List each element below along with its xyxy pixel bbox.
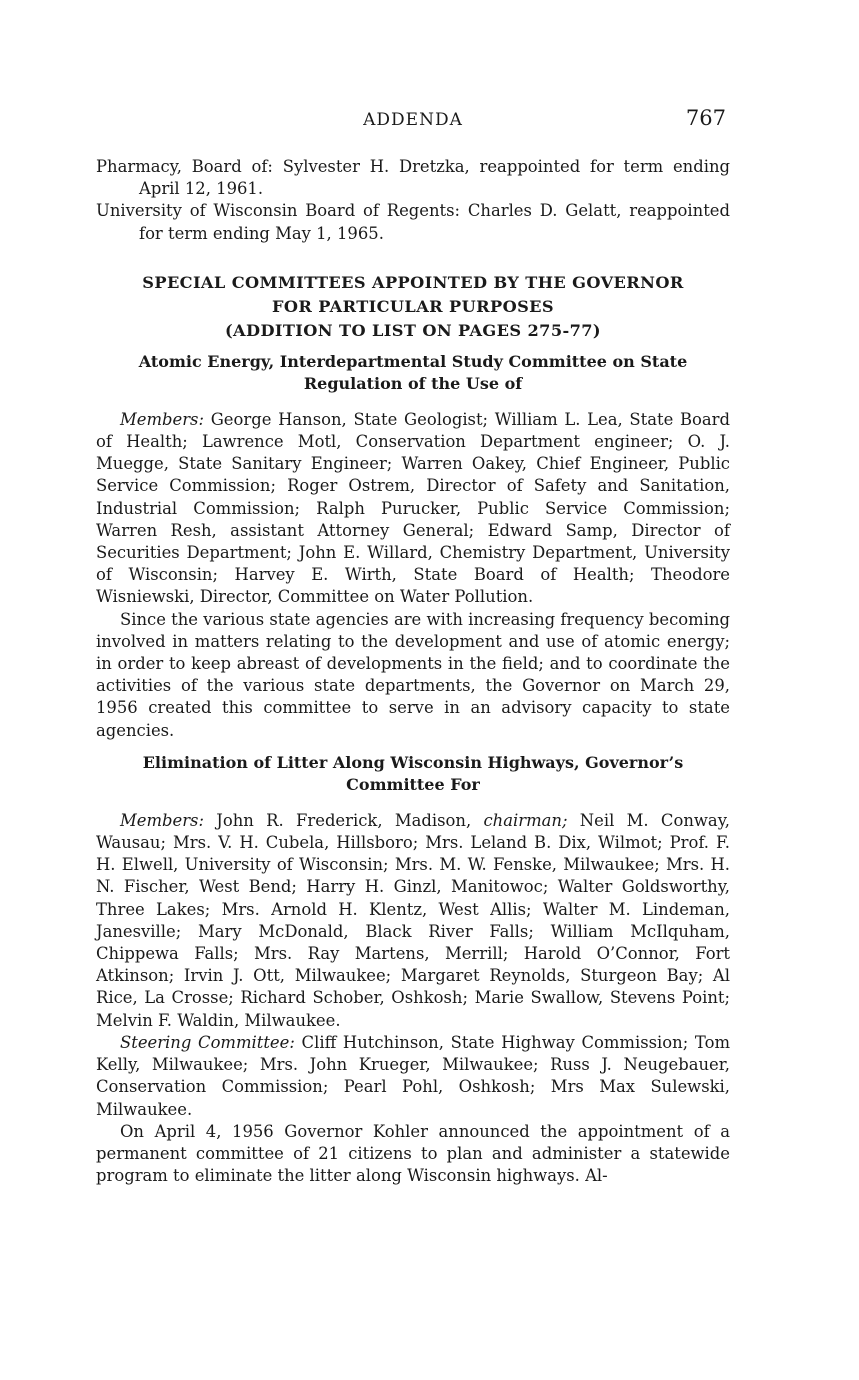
section-heading [96, 271, 730, 343]
litter-committee-heading-line: Elimination of Litter Along Wisconsin Highways, Governor’s [142, 752, 684, 772]
litter-members-before: John R. Frederick, Madison, [204, 810, 484, 830]
litter-committee-heading-line: Committee For [346, 774, 480, 794]
section-heading-line: SPECIAL COMMITTEES APPOINTED BY THE GOVERNOR [142, 272, 684, 292]
steering-committee-label: Steering Committee: [120, 1032, 295, 1052]
members-label: Members: [120, 810, 204, 830]
atomic-energy-heading [96, 351, 730, 395]
atomic-energy-heading-line: Atomic Energy, Interdepartmental Study Committee on State [138, 351, 688, 371]
section-heading-line: FOR PARTICULAR PURPOSES [272, 296, 554, 316]
atomic-energy-description: Since the various state agencies are with increasing frequency becoming involved in matters relating to the development and use of atomic energy; in order to keep abreast of developments in the field; and to coordinate the activities of the various state departments, the Governor on March 29, 1956 created this committee to serve in an advisory capacity to state agencies. [96, 609, 730, 740]
atomic-energy-members [96, 409, 730, 609]
section-heading-line: (ADDITION TO LIST ON PAGES 275-77) [225, 320, 601, 340]
litter-committee-members [96, 810, 730, 1032]
steering-committee [96, 1032, 730, 1121]
litter-committee-description: On April 4, 1956 Governor Kohler announced the appointment of a permanent committee of 21 citizens to plan and administer a statewide program to eliminate the litter along Wisconsin highways. Al- [96, 1121, 730, 1186]
atomic-energy-heading-line: Regulation of the Use of [303, 373, 523, 393]
running-head-title: ADDENDA [363, 110, 463, 130]
litter-committee-heading [96, 752, 730, 796]
members-label: Members: [120, 409, 204, 429]
appointment-university-regents: University of Wisconsin Board of Regents: Charles D. Gelatt, reappointed for term ending May 1, 1965. [96, 201, 730, 243]
atomic-energy-members-list: George Hanson, State Geologist; William L. Lea, State Board of Health; Lawrence Motl, Conservation Department engineer; O. J. Muegge, State Sanitary Engineer; Warren Oakey, Chief Engineer, Public Service Commission; Roger Ostrem, Director of Safety and Sanitation, Industrial Commission; Ralph Purucker, Public Service Commission; Warren Resh, assistant Attorney General; Edward Samp, Director of Securities Department; John E. Willard, Chemistry Department, University of Wisconsin; Harvey E. Wirth, State Board of Health; Theodore Wisniewski, Director, Committee on Water Pollution. [96, 409, 730, 607]
chairman-label: chairman; [483, 810, 568, 830]
running-head [96, 106, 730, 136]
appointment-pharmacy: Pharmacy, Board of: Sylvester H. Dretzka, reappointed for term ending April 12, 1961. [96, 157, 730, 199]
page-number: 767 [685, 106, 726, 130]
litter-members-after: Neil M. Conway, Wausau; Mrs. V. H. Cubela, Hillsboro; Mrs. Leland B. Dix, Wilmot; Prof. F. H. Elwell, University of Wisconsin; Mrs. M. W. Fenske, Milwaukee; Mrs. H. N. Fischer, West Bend; Harry H. Ginzl, Manitowoc; Walter Goldsworthy, Three Lakes; Mrs. Arnold H. Klentz, West Allis; Walter M. Lindeman, Janesville; Mary McDonald, Black River Falls; William McIlquham, Chippewa Falls; Mrs. Ray Martens, Merrill; Harold O’Connor, Fort Atkinson; Irvin J. Ott, Milwaukee; Margaret Reynolds, Sturgeon Bay; Al Rice, La Crosse; Richard Schober, Oshkosh; Marie Swallow, Stevens Point; Melvin F. Waldin, Milwaukee. [96, 810, 730, 1030]
page [96, 106, 730, 1187]
steering-committee-list: Cliff Hutchinson, State Highway Commission; Tom Kelly, Milwaukee; Mrs. John Krueger, Milwaukee; Russ J. Neugebauer, Conservation Commission; Pearl Pohl, Oshkosh; Mrs Max Sulewski, Milwaukee. [96, 1032, 730, 1119]
